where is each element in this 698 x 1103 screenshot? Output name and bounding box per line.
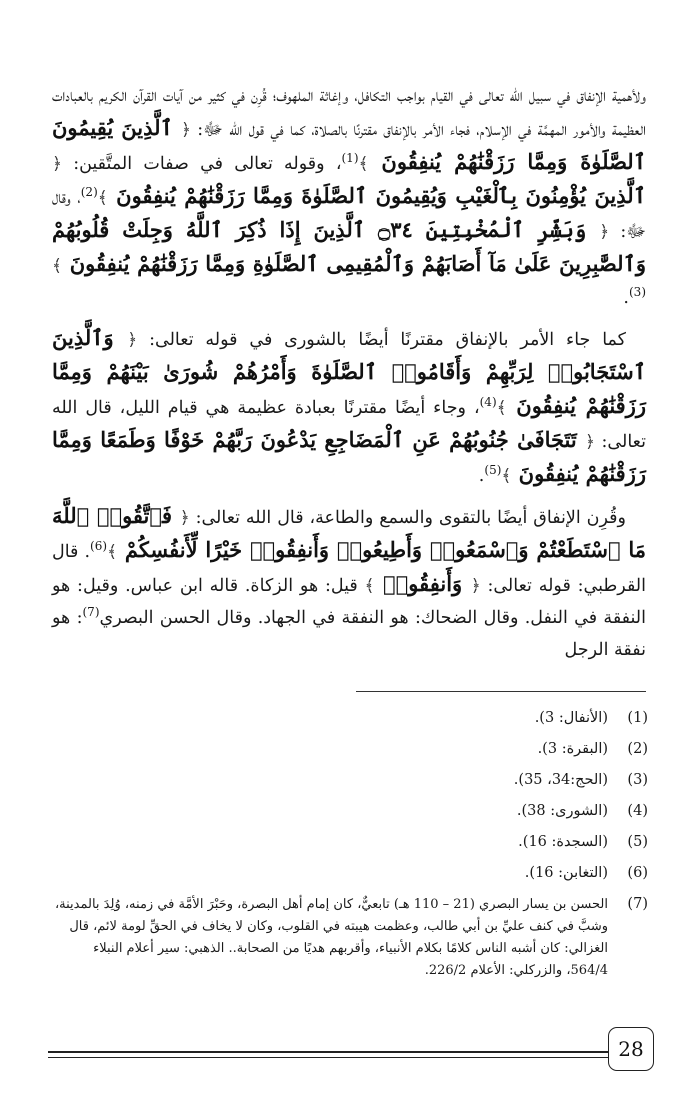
footnote (52, 703, 648, 734)
paragraph-text: قيل: هو الزكاة. قاله ابن عباس. وقيل: هو النفقة في النفل. وقال الضحاك: هو النفقة في الجهاد. وقال الحسن البصري (52, 576, 646, 628)
footnote-text: (الأنفال: 3). (534, 710, 608, 726)
paragraph-text: . (623, 288, 629, 308)
quran-verse: ٱلَّذِينَ يُقِيمُونَ ٱلصَّلَوٰةَ وَمِمَّا رَزَقْنَٰهُمْ يُنفِقُونَ (52, 115, 646, 174)
footnote-text: (التغابن: 16). (524, 865, 608, 881)
footnote-number: (7) (627, 896, 648, 912)
footnote (52, 734, 648, 765)
paragraph-text: . (478, 466, 485, 486)
footnote (52, 765, 648, 796)
footnote (52, 796, 648, 827)
footnote-number: (3) (627, 772, 648, 788)
footnote (52, 889, 648, 982)
verse-bracket: ﴾ (107, 542, 118, 562)
paragraph (52, 322, 646, 492)
verse-bracket: ﴾ (52, 256, 62, 276)
footnote-ref: (1) (341, 151, 359, 166)
footnote-text: الحسن بن يسار البصري (21 – 110 هـ) تابعيٌّ، كان إمام أهل البصرة، وحَبْرَ الأمَّة في زمنه، وُلِدَ بالمدينة، وشبَّ في كنف عليِّ بن أبي طالب، وعظمت هيبته في القلوب، وكان لا يخاف في الحقِّ لومة لائم، قال الغزالي: كان أشبه الناس كلامًا بكلام الأنبياء، وأقربهم هديًا من الصحابة.. الذهبي: سير أعلام النبلاء 564/4، والزركلي: الأعلام 226/2. (54, 897, 608, 978)
verse-bracket: ﴿ (180, 120, 191, 140)
quran-verse: وَٱلَّذِينَ ٱسْتَجَابُوا۟ لِرَبِّهِمْ وَأَقَامُوا۟ ٱلصَّلَوٰةَ وَأَمْرُهُمْ شُورَىٰ بَيْنَهُمْ وَمِمَّا رَزَقْنَٰهُمْ يُنفِقُونَ (52, 325, 646, 418)
footnote-ref: (6) (90, 539, 108, 554)
quran-verse: وَبَشِّرِ ٱلْمُخْبِتِينَ ۝٣٤ ٱلَّذِينَ إِذَا ذُكِرَ ٱللَّهُ وَجِلَتْ قُلُوبُهُمْ وَٱلصَّٰبِرِينَ عَلَىٰ مَآ أَصَابَهُمْ وَٱلْمُقِيمِى ٱلصَّلَوٰةِ وَمِمَّا رَزَقْنَٰهُمْ يُنفِقُونَ (52, 217, 646, 276)
paragraph (52, 500, 646, 666)
footnote-number: (5) (627, 834, 648, 850)
verse-bracket: ﴾ (358, 154, 369, 174)
paragraph-text: ولأهمية الإنفاق في سبيل الله تعالى في القيام بواجب التكافل، وإغاثة الملهوف؛ قُرِن في كثير من آيات القرآن الكريم بالعبادات العظيمة والأمور المهمَّة في الإسلام، فجاء الأمر بالإنفاق مقترنًا بالصلاة، كما في قول الله ﷻ: (52, 86, 646, 140)
footnote-number: (2) (627, 741, 648, 757)
footnote (52, 827, 648, 858)
verse-bracket: ﴿ (127, 330, 138, 350)
verse-bracket: ﴾ (97, 188, 108, 208)
verse-bracket: ﴿ (179, 508, 190, 528)
footnote-text: (البقرة: 3). (537, 741, 608, 757)
paragraph-text: : هو نفقة الرجل (52, 608, 646, 660)
paragraph-text: ، وجاء أيضًا مقترنًا بعبادة عظيمة هي قيام الليل، قال الله تعالى: (52, 398, 646, 452)
verse-bracket: ﴿ (585, 432, 595, 452)
footnote-ref: (5) (484, 463, 502, 478)
footnote-text: (السجدة: 16). (518, 834, 608, 850)
footnote-ref: (3) (628, 285, 646, 300)
paragraph-text: وقُرِن الإنفاق أيضًا بالتقوى والسمع والطاعة، قال الله تعالى: (189, 508, 626, 528)
quran-verse: تَتَجَافَىٰ جُنُوبُهُمْ عَنِ ٱلْمَضَاجِعِ يَدْعُونَ رَبَّهُمْ خَوْفًا وَطَمَعًا وَمِمَّا رَزَقْنَٰهُمْ يُنفِقُونَ (52, 427, 646, 486)
footnote-text: (الحج:34، 35). (513, 772, 608, 788)
verse-bracket: ﴾ (364, 576, 375, 596)
footnote-number: (4) (627, 803, 648, 819)
quran-verse: فَٱتَّقُوا۟ ٱللَّهَ مَا ٱسْتَطَعْتُمْ وَٱسْمَعُوا۟ وَأَطِيعُوا۟ وَأَنفِقُوا۟ خَيْرًا لِّأَنفُسِكُمْ (52, 503, 647, 562)
footnote-ref: (7) (82, 605, 100, 620)
footnote-ref: (2) (80, 185, 98, 200)
footer-rule-thick (48, 1051, 608, 1053)
paragraph (52, 80, 646, 314)
footnote-number: (6) (627, 865, 648, 881)
footer-rule-thin (48, 1057, 608, 1058)
footnote-number: (1) (627, 710, 648, 726)
footnote (52, 858, 648, 889)
verse-bracket: ﴾ (496, 398, 507, 418)
paragraph-text: . قال القرطبي: قوله تعالى: (52, 542, 646, 596)
footnotes (52, 703, 648, 982)
verse-bracket: ﴾ (501, 466, 512, 486)
main-text (52, 80, 646, 674)
paragraph-text: ، وقوله تعالى في صفات المتَّقين: (61, 154, 342, 174)
paragraph-text: ، وقال ﷻ: (52, 188, 646, 242)
footnote-separator (356, 691, 646, 692)
footnote-ref: (4) (479, 395, 497, 410)
page-number: 28 (608, 1027, 654, 1071)
paragraph-text: كما جاء الأمر بالإنفاق مقترنًا أيضًا بالشورى في قوله تعالى: (137, 330, 626, 350)
verse-bracket: ﴿ (470, 576, 481, 596)
quran-verse: ٱلَّذِينَ يُؤْمِنُونَ بِٱلْغَيْبِ وَيُقِيمُونَ ٱلصَّلَوٰةَ وَمِمَّا رَزَقْنَٰهُمْ يُنفِقُونَ (107, 183, 647, 208)
quran-verse: وَأَنفِقُوا۟ (374, 571, 471, 596)
verse-bracket: ﴿ (599, 222, 610, 242)
verse-bracket: ﴿ (52, 154, 62, 174)
footnote-text: (الشورى: 38). (516, 803, 608, 819)
